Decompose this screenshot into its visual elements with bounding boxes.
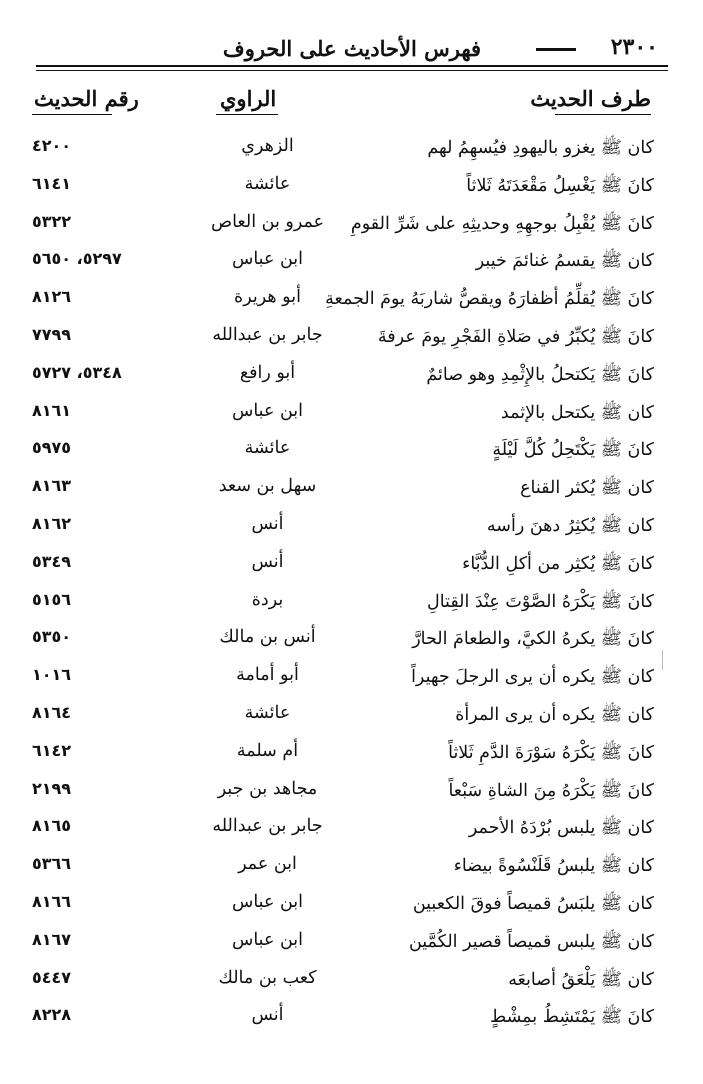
header-rule-thin — [36, 70, 668, 71]
hadith-number: ٥٣٥٠ — [32, 627, 72, 647]
running-title: فهرس الأحاديث على الحروف — [222, 36, 482, 61]
hadith-text: كانَ ﷺ يَكتحلُ بالإِثْمِدِ وهو صائمٌ — [426, 364, 654, 385]
hadith-text: كان ﷺ يلبس بُرْدَهُ الأحمر — [468, 818, 654, 839]
table-row — [30, 962, 660, 1000]
table-row — [30, 319, 660, 357]
narrator: أبو هريرة — [234, 287, 301, 308]
table-row — [30, 168, 660, 206]
hadith-number: ٨١٦٥ — [32, 816, 72, 836]
table-row — [30, 395, 660, 433]
narrator: أنس — [251, 1005, 284, 1026]
hadith-number: ٥٣٤٩ — [32, 551, 72, 571]
narrator: عائشة — [244, 173, 291, 194]
hadith-number: ٥١٥٦ — [32, 589, 72, 609]
column-underline-raqm — [32, 114, 112, 115]
table-row — [30, 999, 660, 1037]
column-underline-rawi — [216, 114, 278, 115]
hadith-text: كان ﷺ يكره أن يرى الرجلَ جهيراً — [411, 667, 654, 688]
hadith-text: كان ﷺ يَلْعَقُ أصابعَه — [508, 969, 654, 990]
narrator: عائشة — [244, 438, 291, 459]
hadith-text: كانَ ﷺ يُقلِّمُ أظفارَهُ ويقصُّ شاربَهُ يومَ الجمعةِ — [325, 289, 654, 310]
narrator: سهل بن سعد — [218, 476, 317, 497]
table-row — [30, 508, 660, 546]
table-row — [30, 584, 660, 622]
column-underline-tarf — [555, 114, 651, 115]
narrator: أبو أمامة — [236, 665, 299, 686]
hadith-text: كان ﷺ يغزو باليهودِ فيُسهِمُ لهم — [427, 138, 654, 158]
table-row — [30, 621, 660, 659]
narrator: ابن عباس — [231, 891, 304, 912]
hadith-text: كان ﷺ يقسمُ غنائمَ خيبر — [475, 251, 654, 272]
narrator: جابر بن عبدالله — [212, 324, 323, 345]
hadith-text: كانَ ﷺ يَكْتَحِلُ كُلَّ لَيْلَةٍ — [492, 440, 654, 461]
hadith-text: كان ﷺ يكتحل بالإثمد — [500, 402, 654, 423]
table-row — [30, 697, 660, 735]
hadith-number: ٦١٤٢ — [32, 740, 72, 760]
hadith-text: كانَ ﷺ يُقْبِلُ بوجهِهِ وحديثِهِ على شَرِّ القومِ — [350, 213, 654, 234]
hadith-number: ٤٢٠٠ — [32, 136, 72, 155]
hadith-number: ٨١٦٦ — [32, 891, 72, 911]
narrator: ابن عباس — [231, 249, 304, 270]
hadith-text: كانَ ﷺ يَكْرَهُ الصَّوْتَ عِنْدَ القِتالِ — [427, 591, 654, 612]
narrator: ابن عباس — [231, 400, 304, 421]
narrator: أنس بن مالك — [219, 627, 316, 648]
hadith-text: كانَ ﷺ يَكْرَهُ سَوْرَةَ الدَّمِ ثَلاثاً — [448, 742, 654, 763]
table-row — [30, 243, 660, 281]
narrator: جابر بن عبدالله — [212, 816, 323, 837]
narrator: مجاهد بن جبر — [217, 778, 318, 799]
hadith-number: ٥٣٦٦ — [32, 854, 72, 874]
column-header-rawi: الراوي — [220, 86, 277, 111]
column-header-raqm: رقم الحديث — [34, 86, 139, 111]
hadith-text: كانَ ﷺ يُكثِر من أكلِ الدُّبَّاء — [462, 553, 654, 574]
table-row — [30, 546, 660, 584]
hadith-text: كان ﷺ يلبسُ قَلَنْسُوةً بيضاء — [453, 856, 654, 877]
table-row — [30, 432, 660, 470]
narrator: أنس — [251, 551, 284, 572]
page-header — [36, 34, 668, 68]
hadith-number: ٨١٦٢ — [32, 513, 72, 533]
table-row — [30, 810, 660, 848]
table-row — [30, 206, 660, 244]
hadith-number: ٨١٢٦ — [32, 287, 72, 307]
table-row — [30, 735, 660, 773]
hadith-number: ٢١٩٩ — [32, 778, 72, 798]
narrator: أم سلمة — [236, 740, 299, 761]
narrator: عائشة — [244, 702, 291, 723]
table-row — [30, 357, 660, 395]
narrator: ابن عباس — [231, 929, 304, 950]
table-row — [30, 470, 660, 508]
hadith-number: ٥٣٢٢ — [32, 211, 72, 231]
hadith-number: ٥٩٧٥ — [32, 438, 72, 458]
table-row — [30, 659, 660, 697]
hadith-number: ٨١٦٧ — [32, 929, 72, 949]
hadith-text: كان ﷺ يكره أن يرى المرأة — [455, 704, 654, 725]
hadith-number: ٥٢٩٧، ٥٦٥٠ — [32, 249, 122, 269]
narrator: كعب بن مالك — [218, 967, 317, 988]
table-row — [30, 848, 660, 886]
narrator: ابن عمر — [238, 854, 297, 875]
narrator: أنس — [251, 513, 284, 534]
hadith-text: كانَ ﷺ يَمْتَشِطُ بمِشْطٍ — [489, 1007, 654, 1028]
table-row — [30, 281, 660, 319]
hadith-number: ٨٢٢٨ — [32, 1005, 72, 1025]
hadith-number: ٧٧٩٩ — [32, 324, 72, 344]
page-number: ٢٣٠٠ — [610, 34, 658, 60]
hadith-number: ٦١٤١ — [32, 173, 72, 193]
table-row — [30, 886, 660, 924]
hadith-text: كان ﷺ يلبس قميصاً قصير الكُمَّين — [408, 931, 654, 952]
hadith-number: ٨١٦٤ — [32, 702, 72, 722]
hadith-text: كان ﷺ يلبَسُ قميصاً فوقَ الكعبين — [412, 893, 654, 914]
column-header-tarf: طرف الحديث — [530, 86, 651, 111]
narrator: عمرو بن العاص — [210, 211, 325, 232]
narrator: بردة — [251, 589, 284, 610]
hadith-number: ١٠١٦ — [32, 665, 72, 685]
table-row — [30, 130, 660, 168]
header-rule-thick — [36, 65, 668, 67]
narrator: الزهري — [241, 136, 294, 156]
hadith-number: ٨١٦١ — [32, 400, 72, 420]
hadith-text: كانَ ﷺ يكرهُ الكيَّ، والطعامَ الحارَّ — [412, 629, 654, 650]
table-row — [30, 773, 660, 811]
scan-artifact — [662, 650, 663, 670]
hadith-number: ٥٤٤٧ — [32, 967, 72, 987]
hadith-text: كانَ ﷺ يُكبِّرُ في صَلاةِ الفَجْرِ يومَ عرفةَ — [377, 326, 654, 347]
hadith-text: كان ﷺ يُكثِرُ دهنَ رأسه — [486, 515, 654, 536]
hadith-number: ٥٣٤٨، ٥٧٢٧ — [32, 362, 122, 382]
hadith-number: ٨١٦٣ — [32, 476, 72, 496]
narrator: أبو رافع — [239, 362, 296, 383]
hadith-text: كان ﷺ يُكثر القناع — [520, 478, 654, 499]
hadith-text: كانَ ﷺ يَكْرَهُ مِنَ الشاةِ سَبْعاً — [448, 780, 654, 801]
table-row — [30, 924, 660, 962]
hadith-text: كانَ ﷺ يَغْسِلُ مَقْعَدَتَهُ ثَلاثاً — [466, 175, 654, 196]
hadith-index-table — [30, 130, 660, 1037]
